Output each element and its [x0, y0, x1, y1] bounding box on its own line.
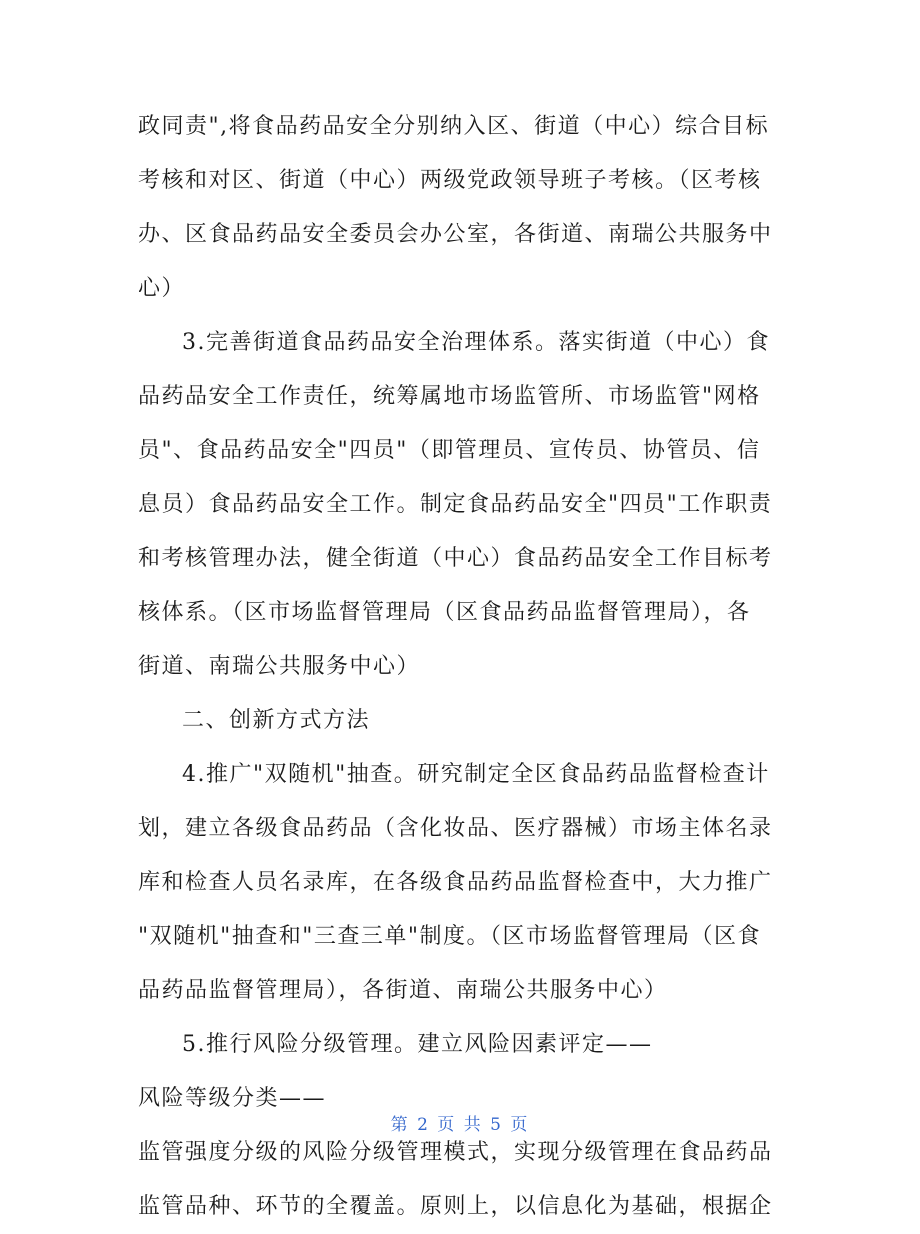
text-line: 员"、食品药品安全"四员"（即管理员、宣传员、协管员、信 — [138, 438, 761, 463]
text-line: 息员）食品药品安全工作。制定食品药品安全"四员"工作职责 — [138, 492, 773, 517]
document-body — [138, 100, 784, 1234]
section-heading: 二、创新方式方法 — [182, 708, 371, 733]
text-line: 和考核管理办法，健全街道（中心）食品药品安全工作目标考 — [138, 546, 773, 571]
text-line: 品药品监督管理局），各街道、南瑞公共服务中心） — [138, 978, 668, 1003]
paragraph-start-3: 3.完善街道食品药品安全治理体系。落实街道（中心）食 — [182, 330, 770, 355]
text-line: 考核和对区、街道（中心）两级党政领导班子考核。（区考核 — [138, 168, 762, 193]
text-line: 心） — [138, 276, 186, 301]
text-line: "双随机"抽查和"三查三单"制度。（区市场监督管理局（区食 — [138, 924, 761, 949]
text-line: 划，建立各级食品药品（含化妆品、医疗器械）市场主体名录 — [138, 816, 773, 841]
text-line: 风险等级分类—— — [138, 1086, 327, 1111]
text-line: 品药品安全工作责任，统筹属地市场监管所、市场监管"网格 — [138, 384, 761, 409]
text-line: 办、区食品药品安全委员会办公室，各街道、南瑞公共服务中 — [138, 222, 773, 247]
text-line: 核体系。（区市场监督管理局（区食品药品监督管理局），各 — [138, 600, 751, 625]
page-number-footer: 第 2 页 共 5 页 — [390, 1115, 530, 1135]
paragraph-start-5: 5.推行风险分级管理。建立风险因素评定—— — [182, 1032, 653, 1057]
text-line: 监管品种、环节的全覆盖。原则上，以信息化为基础，根据企 — [138, 1194, 773, 1219]
text-line: 政同责",将食品药品安全分别纳入区、街道（中心）综合目标 — [138, 114, 770, 139]
text-line: 库和检查人员名录库，在各级食品药品监督检查中，大力推广 — [138, 870, 773, 895]
text-line: 街道、南瑞公共服务中心） — [138, 654, 421, 679]
paragraph-start-4: 4.推广"双随机"抽查。研究制定全区食品药品监督检查计 — [182, 762, 770, 787]
text-line: 监管强度分级的风险分级管理模式，实现分级管理在食品药品 — [138, 1140, 773, 1165]
